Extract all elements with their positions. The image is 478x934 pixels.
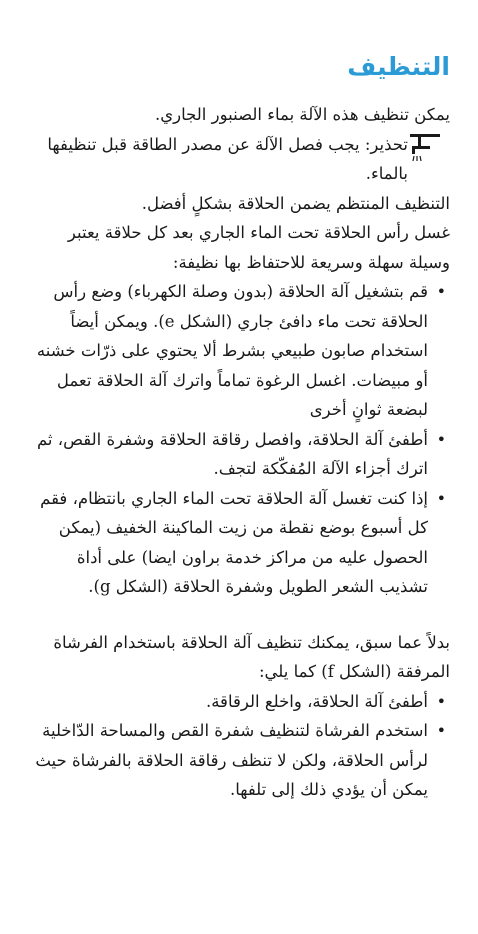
- warning-text: تحذير: يجب فصل الآلة عن مصدر الطاقة قبل تنظيفها بالماء.: [47, 134, 408, 183]
- tap-water-warning-icon: [408, 132, 444, 162]
- list-item: • قم بتشغيل آلة الحلاقة (بدون وصلة الكهرباء) وضع رأس الحلاقة تحت ماء دافئ جاري (الشكل e). ويمكن أيضاً استخدام صابون طبيعي بشرط ألا يحتوي على ذرّات خشنه أو مبيضات. اغسل الرغوة تماماً واترك آلة الحلاقة تعمل لبضعة ثوانٍ أخرى: [28, 277, 450, 425]
- warning-block: [28, 130, 450, 189]
- section-title: التنظيف: [347, 52, 450, 81]
- brush-intro-text: بدلاً عما سبق، يمكنك تنظيف آلة الحلاقة باستخدام الفرشاة المرفقة (الشكل f) كما يلي:: [53, 632, 450, 681]
- regular-cleaning-text: التنظيف المنتظم يضمن الحلاقة بشكلٍ أفضل.: [141, 193, 450, 213]
- list-item: • استخدم الفرشاة لتنظيف شفرة القص والمساحة الدّاخلية لرأس الحلاقة، ولكن لا تنظف رقاقة الحلاقة بالفرشاة حيث يمكن أن يؤدي ذلك إلى تلفها.: [28, 716, 450, 805]
- brush-steps-list: [28, 687, 450, 805]
- cleaning-steps-list: [28, 277, 450, 602]
- list-item: • أطفئ آلة الحلاقة، واخلع الرقاقة.: [28, 687, 450, 717]
- list-item: • أطفئ آلة الحلاقة، وافصل رقاقة الحلاقة وشفرة القص، ثم اترك أجزاء الآلة المُفكّكة لتجف.: [28, 425, 450, 484]
- list-item: • إذا كنت تغسل آلة الحلاقة تحت الماء الجاري بانتظام، فقم كل أسبوع بوضع نقطة من زيت الماكينة الخفيف (يمكن الحصول عليه من مراكز خدمة براون ايضا) على أداة تشذيب الشعر الطويل وشفرة الحلاقة (الشكل g).: [28, 484, 450, 602]
- intro-text: يمكن تنظيف هذه الآلة بماء الصنبور الجاري.: [154, 105, 450, 124]
- rinse-tip-text: غسل رأس الحلاقة تحت الماء الجاري بعد كل حلاقة يعتبر وسيلة سهلة وسريعة للاحتفاظ بها نظيفة:: [67, 223, 450, 272]
